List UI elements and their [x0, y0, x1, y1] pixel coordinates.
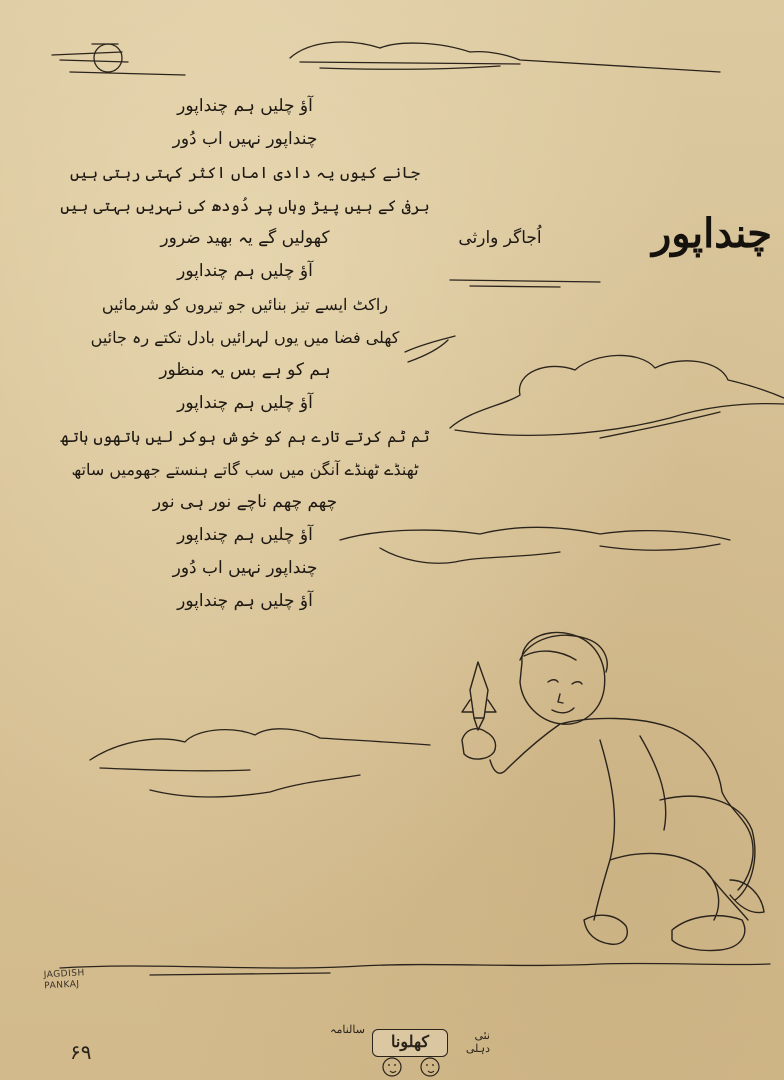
masthead-annual-label: سالنامہ [330, 1023, 365, 1036]
poem-title: چنداپور [651, 210, 772, 257]
poem-line: ٹم ٹم کرتے تارے ہم کو خوش ہوکر لیں ہاتھوں ہاتھ [60, 427, 430, 446]
boy-with-rocket-sketch [462, 632, 764, 950]
lower-cloud-sketch [90, 729, 430, 797]
poem-line: ہم کو ہے بس یہ منظور [159, 360, 331, 380]
poem-line: ٹھنڈے ٹھنڈے آنگن میں سب گاتے ہنستے جھومیں ساتھ [71, 460, 419, 479]
moon-sketch [52, 44, 185, 75]
poem-line: آؤ چلیں ہم چنداپور [177, 261, 313, 281]
magazine-masthead [330, 1015, 490, 1079]
poem-author: اُجاگر وارثی [458, 228, 542, 248]
poem-line: جانے کیوں یہ دادی اماں اکثر کہتی رہتی ہیں [69, 163, 421, 182]
masthead-title: کھلونا [372, 1029, 448, 1057]
masthead-city-label: نئی دہلی [465, 1029, 490, 1055]
poem-line: راکٹ ایسے تیز بنائیں جو تیروں کو شرمائیں [101, 295, 389, 314]
poem-block [40, 90, 450, 618]
poem-line: کھلی فضا میں یوں لہرائیں بادل تکتے رہ جائیں [90, 328, 400, 347]
artist-signature-line: PANKAJ [44, 979, 80, 992]
artist-signature-line: JAGDISH [43, 968, 85, 981]
poem-line: چنداپور نہیں اب دُور [172, 558, 318, 578]
poem-line: آؤ چلیں ہم چنداپور [177, 393, 313, 413]
poem-line: چھم چھم ناچے نور ہی نور [152, 492, 338, 512]
poem-line: آؤ چلیں ہم چنداپور [177, 525, 313, 545]
poem-line: برفی کے ہیں پیڑ وہاں پر دُودھ کی نہریں بہتی ہیں [60, 196, 430, 215]
masthead-children-icon [330, 1015, 490, 1079]
page-number: ۶۹ [70, 1040, 92, 1064]
poem-line: آؤ چلیں ہم چنداپور [177, 591, 313, 611]
poem-line: چنداپور نہیں اب دُور [172, 129, 318, 149]
top-cloud-sketch [290, 42, 720, 72]
poem-line: آؤ چلیں ہم چنداپور [177, 96, 313, 116]
poem-line: کھولیں گے یہ بھید ضرور [160, 228, 330, 248]
right-cloud-sketch [450, 355, 784, 438]
artist-signature [43, 966, 134, 993]
